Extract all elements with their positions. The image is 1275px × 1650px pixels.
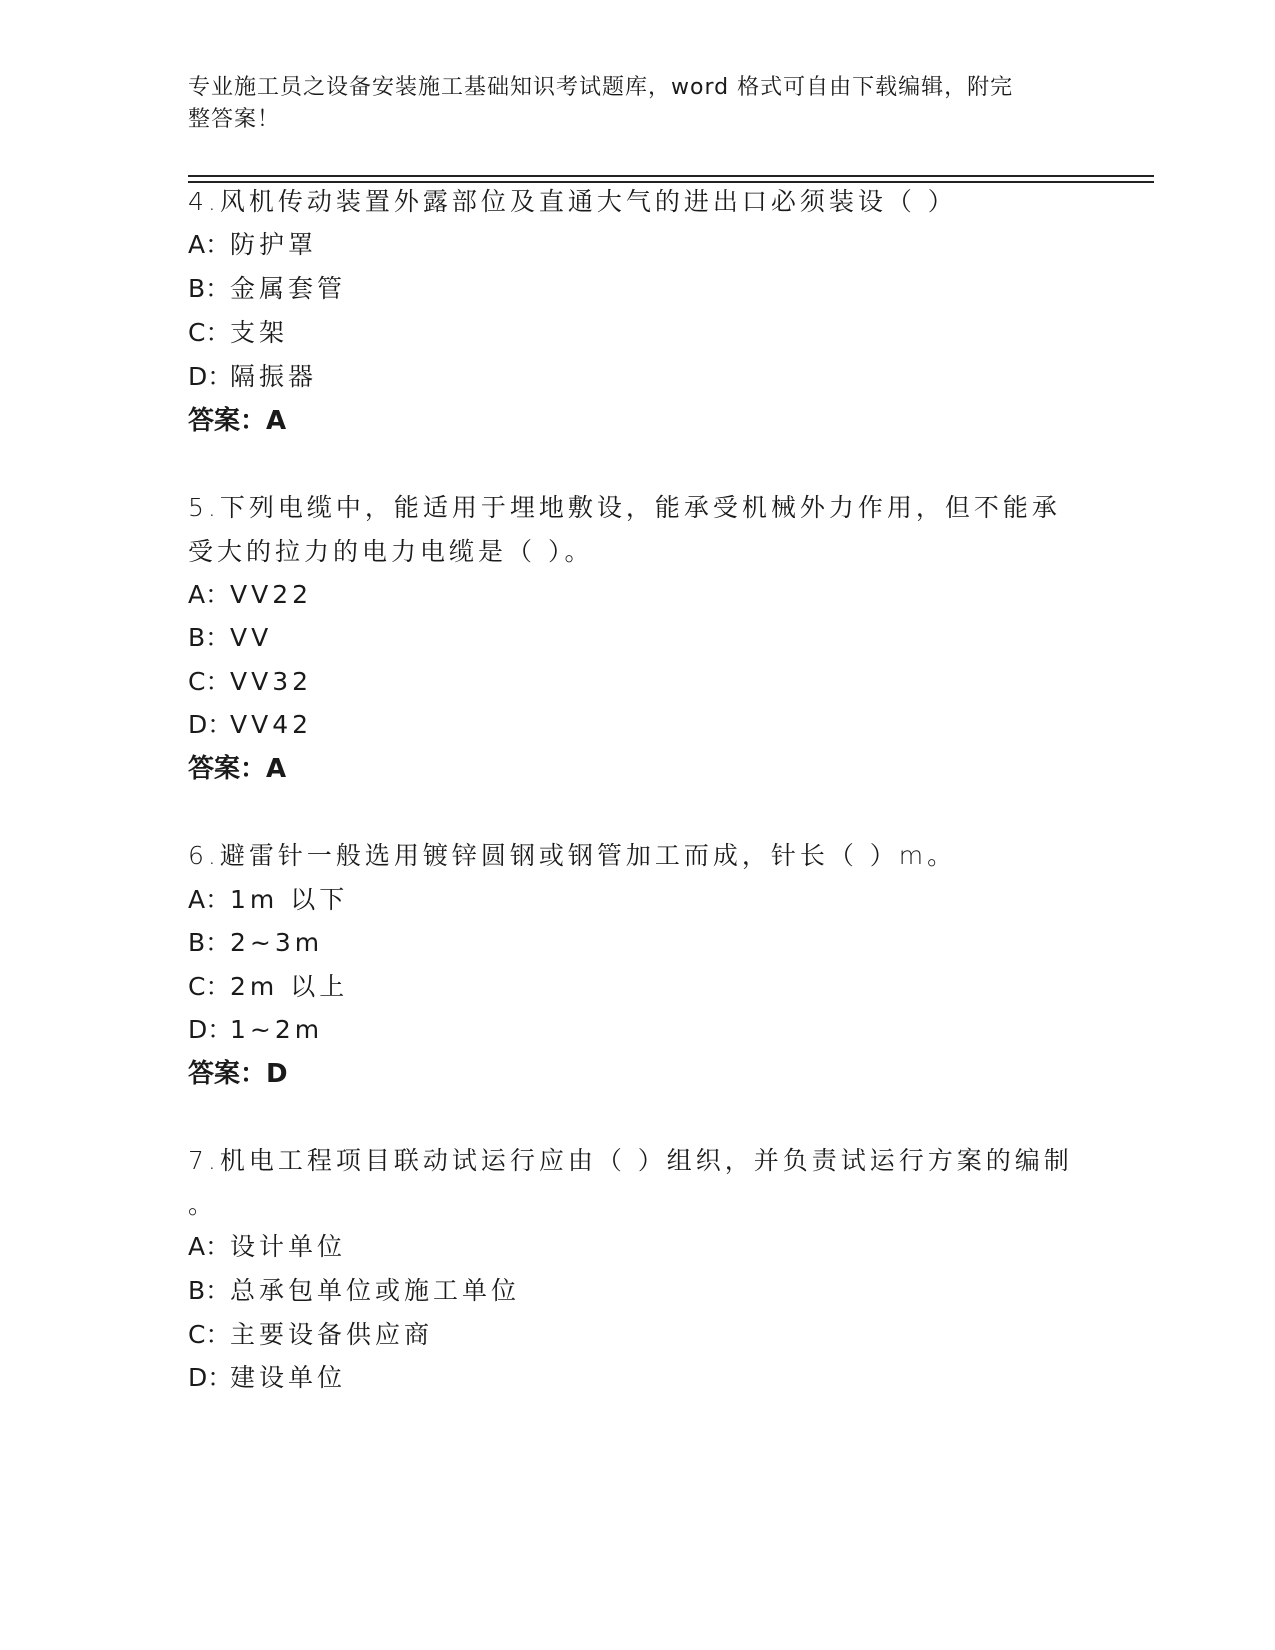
question-stem-line: 7.机电工程项目联动试运行应由（ ）组织，并负责试运行方案的编制 — [188, 1146, 1073, 1175]
question-6-option-b — [188, 926, 323, 960]
question-7-option-c — [188, 1318, 433, 1352]
header-line-1: 专业施工员之设备安装施工基础知识考试题库，word 格式可自由下载编辑，附完 — [188, 75, 1014, 100]
question-6-option-a — [188, 883, 348, 917]
option-key: A： — [188, 885, 231, 914]
option-key: C： — [188, 667, 231, 696]
option-key: D： — [188, 710, 233, 739]
option-key: A： — [188, 1232, 231, 1261]
option-key: A： — [188, 230, 231, 259]
question-5-option-c — [188, 665, 312, 699]
option-text: VV22 — [230, 580, 313, 609]
option-key: D： — [188, 362, 233, 391]
option-text: 支架 — [230, 318, 289, 347]
option-text: VV — [230, 623, 273, 652]
option-text: 2m 以上 — [230, 972, 349, 1001]
option-text: 1~2m — [230, 1015, 324, 1044]
question-stem-line: 。 — [188, 1190, 218, 1219]
question-7-option-a — [188, 1230, 346, 1264]
question-4-option-c — [188, 316, 288, 350]
option-key: D： — [188, 1363, 233, 1392]
question-5-option-d — [188, 708, 312, 742]
option-text: 防护罩 — [230, 230, 318, 259]
option-key: A： — [188, 580, 231, 609]
option-key: C： — [188, 318, 231, 347]
option-key: C： — [188, 972, 231, 1001]
option-text: 建设单位 — [230, 1363, 347, 1392]
question-6-option-d — [188, 1013, 323, 1047]
question-stem-line: 5.下列电缆中，能适用于埋地敷设，能承受机械外力作用，但不能承 — [188, 493, 1061, 522]
question-5-option-b — [188, 621, 272, 655]
document-header — [188, 72, 1068, 136]
question-5-stem — [188, 486, 1088, 574]
option-key: B： — [188, 928, 231, 957]
option-text: 金属套管 — [230, 274, 347, 303]
question-4-option-d — [188, 360, 317, 394]
option-key: B： — [188, 623, 231, 652]
header-line-2: 整答案！ — [188, 107, 281, 132]
question-6-stem — [188, 834, 1088, 878]
question-stem-line: 4.风机传动装置外露部位及直通大气的进出口必须装设（ ） — [188, 187, 957, 216]
question-stem-line: 受大的拉力的电力电缆是（ ）。 — [188, 537, 594, 566]
question-6-answer: 答案：D — [188, 1059, 288, 1089]
question-4-stem — [188, 180, 1088, 224]
question-7-option-d — [188, 1361, 346, 1395]
question-stem-line: 6.避雷针一般选用镀锌圆钢或钢管加工而成，针长（ ）m。 — [188, 841, 957, 870]
option-key: B： — [188, 1276, 231, 1305]
option-text: 2~3m — [230, 928, 324, 957]
option-text: 隔振器 — [230, 362, 318, 391]
option-text: 总承包单位或施工单位 — [230, 1276, 521, 1305]
question-6-option-c — [188, 970, 348, 1004]
question-7-stem — [188, 1139, 1088, 1227]
option-text: 主要设备供应商 — [230, 1320, 434, 1349]
option-text: 设计单位 — [230, 1232, 347, 1261]
option-key: B： — [188, 274, 231, 303]
question-7-option-b — [188, 1274, 520, 1308]
question-5-option-a — [188, 578, 312, 612]
question-4-option-a — [188, 228, 317, 262]
option-text: VV42 — [230, 710, 313, 739]
question-4-answer: 答案：A — [188, 406, 287, 436]
option-key: C： — [188, 1320, 231, 1349]
option-text: VV32 — [230, 667, 313, 696]
header-divider-top — [188, 175, 1154, 177]
option-key: D： — [188, 1015, 233, 1044]
option-text: 1m 以下 — [230, 885, 349, 914]
question-4-option-b — [188, 272, 346, 306]
question-5-answer: 答案：A — [188, 754, 287, 784]
